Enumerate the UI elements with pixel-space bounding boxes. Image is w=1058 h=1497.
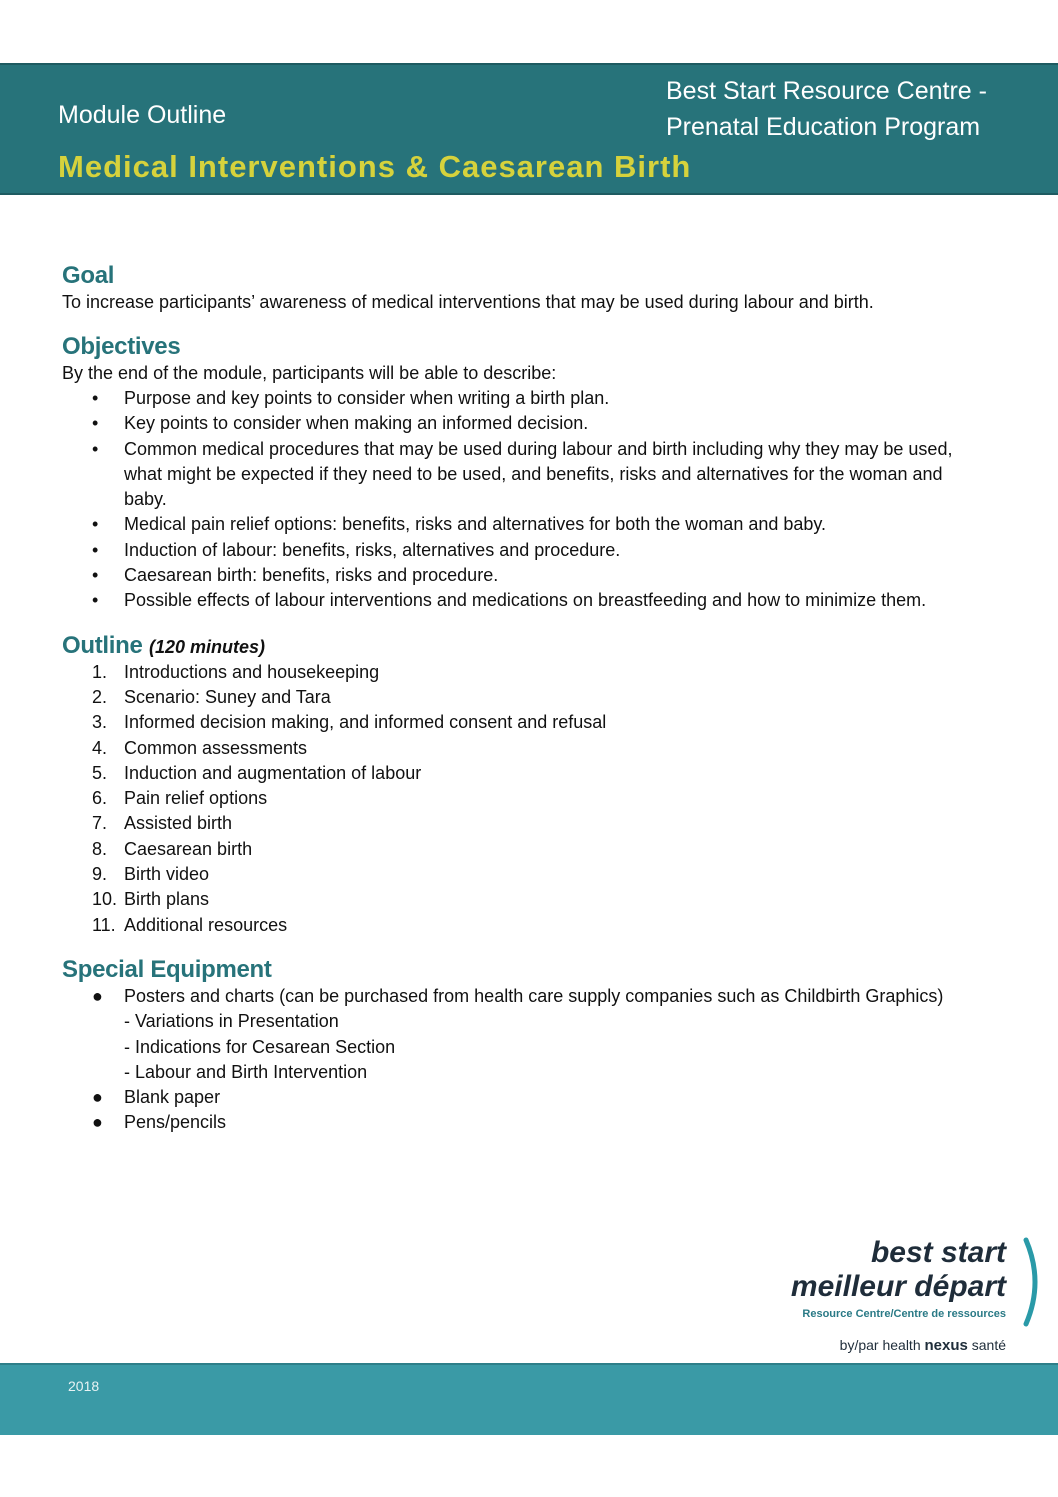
list-item: • Possible effects of labour interventions and medications on breastfeeding and how to minimize them. [62,588,962,613]
list-item: • Medical pain relief options: benefits, risks and alternatives for both the woman and baby. [62,512,962,537]
list-item: 11. Additional resources [92,914,288,935]
main-content [62,262,962,1154]
list-item: • Purpose and key points to consider when writing a birth plan. [62,386,962,411]
logo-line2: meilleur départ [790,1270,1006,1303]
org-name-line2: Prenatal Education Program [666,113,981,141]
goal-text: To increase participants’ awareness of medical interventions that may be used during labour and birth. [62,292,874,312]
objectives-section [62,333,962,614]
list-item: - Variations in Presentation [124,1011,339,1032]
list-item: 1. Introductions and housekeeping [92,661,380,682]
list-item: 3. Informed decision making, and informed consent and refusal [92,712,607,733]
module-label: Module Outline [58,101,227,129]
footer-bar [0,1363,1058,1435]
logo-line3: Resource Centre/Centre de ressources [802,1308,1006,1320]
outline-section [62,632,962,938]
equipment-list [62,984,962,1009]
bullet-icon: • [92,565,99,586]
bullet-icon: • [92,388,99,408]
bullet-icon: • [92,539,99,560]
list-item: ● Posters and charts (can be purchased from health care supply companies such as Childbirth Graphics) [62,984,962,1009]
outline-list [62,660,962,938]
list-item: • Caesarean birth: benefits, risks and procedure. [62,563,962,588]
logo-line4: by/par health nexus santé [839,1337,1006,1354]
footer-year: 2018 [68,1378,100,1394]
bullet-icon: ● [92,985,103,1006]
org-name-line1: Best Start Resource Centre - [666,77,987,105]
document-title: Medical Interventions & Caesarean Birth [58,149,692,184]
equipment-list-2 [62,1085,962,1136]
equipment-heading: Special Equipment [62,955,272,983]
logo-arc-icon [1022,1236,1046,1328]
bullet-icon: • [92,413,99,434]
goal-heading: Goal [62,262,115,289]
list-item: 10. Birth plans [92,889,210,910]
list-item: • Key points to consider when making an informed decision. [62,411,962,436]
list-item: 6. Pain relief options [92,788,268,809]
header-banner [0,63,1058,195]
list-item: 7. Assisted birth [92,813,233,834]
list-item: 4. Common assessments [92,737,308,758]
list-item: 9. Birth video [92,864,210,885]
bullet-icon: ● [92,1112,103,1133]
list-item: 2. Scenario: Suney and Tara [92,686,331,707]
bullet-icon: • [92,438,99,459]
list-item: ● Pens/pencils [62,1110,962,1135]
list-item: - Labour and Birth Intervention [124,1061,368,1082]
objectives-intro: By the end of the module, participants will be able to describe: [62,363,557,383]
list-item: ● Blank paper [62,1085,962,1110]
best-start-logo [790,1236,1050,1364]
list-item: 5. Induction and augmentation of labour [92,762,422,783]
bullet-icon: • [92,514,99,535]
outline-heading: Outline [62,631,143,659]
logo-line1: best start [870,1236,1006,1269]
list-item: • Induction of labour: benefits, risks, alternatives and procedure. [62,538,962,563]
goal-section [62,262,962,315]
bullet-icon: • [92,590,99,611]
list-item: • Common medical procedures that may be used during labour and birth including why they may be used, what might be expected if they need to be used, and benefits, risks and alternatives for the woman and baby. [92,438,953,510]
equipment-sublist [62,1009,962,1085]
list-item: - Indications for Cesarean Section [124,1036,396,1057]
outline-duration: (120 minutes) [148,636,265,657]
list-item: 8. Caesarean birth [92,838,253,859]
equipment-section [62,956,962,1136]
objectives-list [62,386,962,614]
objectives-heading: Objectives [62,333,181,360]
bullet-icon: ● [92,1087,103,1108]
